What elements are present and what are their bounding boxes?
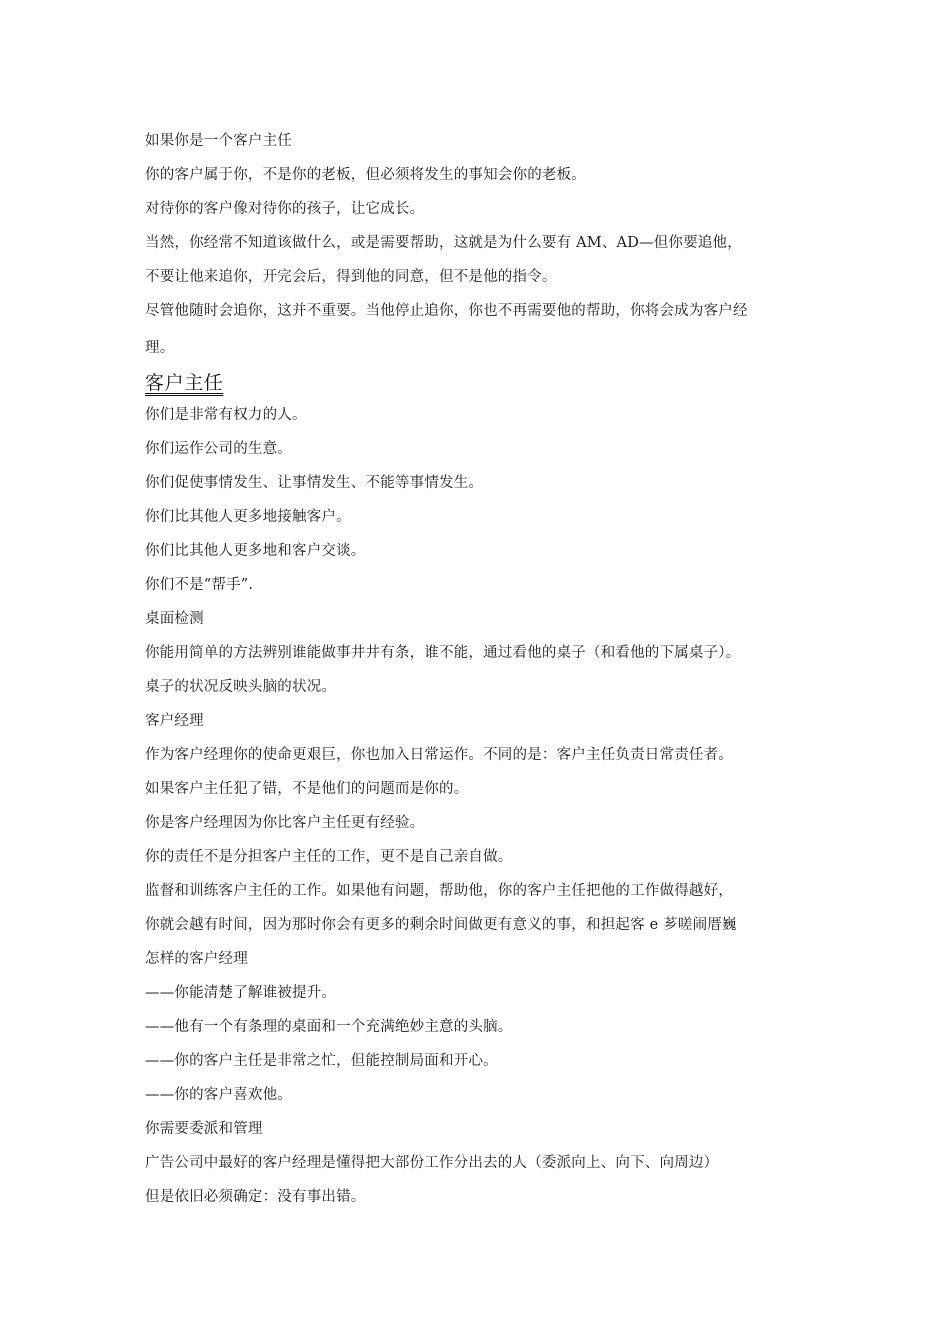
paragraph-line: 监督和训练客户主任的工作。如果他有问题，帮助他，你的客户主任把他的工作做得越好，	[145, 883, 733, 899]
subsection-title: 你需要委派和管理	[145, 1121, 263, 1137]
paragraph-line: 如果客户主任犯了错，不是他们的问题而是你的。	[145, 781, 469, 797]
intro-title: 如果你是一个客户主任	[145, 133, 292, 149]
paragraph-line: 广告公司中最好的客户经理是懂得把大部份工作分出去的人（委派向上、向下、向周边）	[145, 1155, 719, 1171]
paragraph-line: 你们比其他人更多地和客户交谈。	[145, 543, 366, 559]
list-item: ——你的客户喜欢他。	[145, 1087, 292, 1103]
paragraph-line: 理。	[145, 340, 175, 356]
list-item: ——你能清楚了解谁被提升。	[145, 985, 337, 1001]
paragraph-line: 你的客户属于你，不是你的老板，但必须将发生的事知会你的老板。	[145, 167, 586, 183]
list-item: ——你的客户主任是非常之忙，但能控制局面和开心。	[145, 1053, 498, 1069]
paragraph-line: 你的责任不是分担客户主任的工作，更不是自己亲自做。	[145, 849, 513, 865]
paragraph-line: 你们是非常有权力的人。	[145, 407, 307, 423]
list-item: ——他有一个有条理的桌面和一个充满绝妙主意的头脑。	[145, 1019, 513, 1035]
paragraph-line: 你们促使事情发生、让事情发生、不能等事情发生。	[145, 475, 484, 491]
subsection-title: 怎样的客户经理	[145, 951, 248, 967]
paragraph-line: 你们运作公司的生意。	[145, 441, 292, 457]
paragraph-line: 作为客户经理你的使命更艰巨，你也加入日常运作。不同的是：客户主任负责日常责任者。	[145, 747, 733, 763]
paragraph-line: 尽管他随时会追你，这并不重要。当他停止追你，你也不再需要他的帮助，你将会成为客户经	[145, 303, 748, 319]
paragraph-line: 不要让他来追你，开完会后，得到他的同意，但不是他的指令。	[145, 269, 557, 285]
paragraph-line: 你是客户经理因为你比客户主任更有经验。	[145, 815, 425, 831]
paragraph-line: 对待你的客户像对待你的孩子，让它成长。	[145, 201, 425, 217]
paragraph-line: 你们不是“帮手”.	[145, 577, 254, 593]
paragraph-line: 你能用简单的方法辨别谁能做事井井有条，谁不能，通过看他的桌子（和看他的下属桌子）。	[145, 645, 741, 661]
paragraph-line: 但是依旧必须确定：没有事出错。	[145, 1189, 366, 1205]
subsection-title: 客户经理	[145, 713, 204, 729]
paragraph-line: 当然，你经常不知道该做什么，或是需要帮助，这就是为什么要有 AM、AD—但你要追他，	[145, 235, 742, 251]
document-body	[145, 124, 825, 1214]
paragraph-line: 你们比其他人更多地接触客户。	[145, 509, 351, 525]
paragraph-line: 桌子的状况反映头脑的状况。	[145, 679, 337, 695]
subsection-title: 桌面检测	[145, 611, 204, 627]
paragraph-line: 你就会越有时间，因为那时你会有更多的剩余时间做更有意义的事，和担起客 e 芗嗟闹厝巍	[145, 917, 737, 933]
section-heading: 客户主任	[145, 372, 224, 394]
